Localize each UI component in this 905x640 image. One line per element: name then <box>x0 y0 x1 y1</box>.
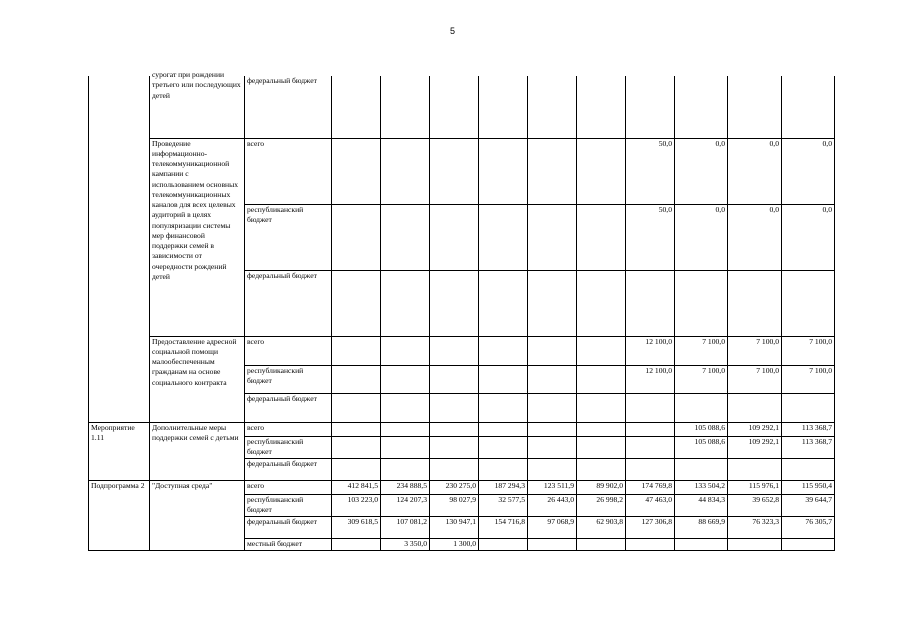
table-row <box>89 138 835 204</box>
measure-name-cell: Дополнительные меры поддержки семей с детьми <box>150 422 245 480</box>
amount-cell: 133 504,2 <box>675 480 728 494</box>
amount-cell: 115 950,4 <box>782 480 835 494</box>
amount-cell <box>381 270 430 336</box>
amount-cell <box>430 393 479 422</box>
amount-cell <box>675 393 728 422</box>
amount-cell: 0,0 <box>728 204 782 270</box>
program-code-cell <box>89 76 150 422</box>
amount-cell: 109 292,1 <box>728 422 782 436</box>
amount-cell <box>728 76 782 138</box>
amount-cell <box>626 436 675 458</box>
funding-source-cell: федеральный бюджет <box>245 393 332 422</box>
amount-cell <box>782 270 835 336</box>
amount-cell <box>430 336 479 365</box>
amount-cell <box>577 365 626 393</box>
amount-cell: 47 463,0 <box>626 494 675 516</box>
amount-cell <box>577 336 626 365</box>
amount-cell <box>528 458 577 480</box>
amount-cell: 230 275,0 <box>430 480 479 494</box>
amount-cell <box>728 538 782 550</box>
amount-cell <box>782 76 835 138</box>
amount-cell <box>332 422 381 436</box>
amount-cell <box>430 76 479 138</box>
amount-cell <box>332 138 381 204</box>
amount-cell <box>332 76 381 138</box>
program-code-cell: Мероприятие 1.11 <box>89 422 150 480</box>
amount-cell <box>577 422 626 436</box>
amount-cell <box>381 393 430 422</box>
amount-cell <box>430 436 479 458</box>
amount-cell <box>782 458 835 480</box>
amount-cell: 105 088,6 <box>675 422 728 436</box>
table-row <box>89 336 835 365</box>
amount-cell: 7 100,0 <box>675 365 728 393</box>
funding-source-cell: федеральный бюджет <box>245 76 332 138</box>
amount-cell: 113 368,7 <box>782 436 835 458</box>
amount-cell <box>728 393 782 422</box>
amount-cell: 127 306,8 <box>626 516 675 538</box>
amount-cell <box>430 422 479 436</box>
amount-cell <box>381 365 430 393</box>
amount-cell: 44 834,3 <box>675 494 728 516</box>
amount-cell <box>577 393 626 422</box>
amount-cell <box>577 436 626 458</box>
amount-cell <box>728 270 782 336</box>
amount-cell: 412 841,5 <box>332 480 381 494</box>
amount-cell <box>430 138 479 204</box>
amount-cell: 0,0 <box>782 138 835 204</box>
amount-cell <box>479 138 528 204</box>
amount-cell <box>675 270 728 336</box>
amount-cell <box>577 538 626 550</box>
amount-cell: 88 669,9 <box>675 516 728 538</box>
table-row <box>89 422 835 436</box>
amount-cell: 234 888,5 <box>381 480 430 494</box>
funding-source-cell: федеральный бюджет <box>245 516 332 538</box>
amount-cell: 97 068,9 <box>528 516 577 538</box>
amount-cell: 26 443,0 <box>528 494 577 516</box>
amount-cell <box>675 76 728 138</box>
amount-cell <box>626 270 675 336</box>
amount-cell: 130 947,1 <box>430 516 479 538</box>
amount-cell <box>577 76 626 138</box>
amount-cell: 7 100,0 <box>782 336 835 365</box>
amount-cell: 0,0 <box>675 138 728 204</box>
amount-cell: 50,0 <box>626 138 675 204</box>
amount-cell: 113 368,7 <box>782 422 835 436</box>
funding-source-cell: всего <box>245 138 332 204</box>
amount-cell <box>332 204 381 270</box>
amount-cell: 98 027,9 <box>430 494 479 516</box>
funding-source-cell: республиканский бюджет <box>245 436 332 458</box>
amount-cell: 39 644,7 <box>782 494 835 516</box>
amount-cell: 50,0 <box>626 204 675 270</box>
amount-cell <box>381 458 430 480</box>
amount-cell: 1 300,0 <box>430 538 479 550</box>
amount-cell <box>626 422 675 436</box>
amount-cell: 187 294,3 <box>479 480 528 494</box>
amount-cell: 0,0 <box>782 204 835 270</box>
amount-cell <box>332 458 381 480</box>
amount-cell <box>332 270 381 336</box>
funding-source-cell: республиканский бюджет <box>245 494 332 516</box>
amount-cell <box>479 76 528 138</box>
amount-cell <box>381 436 430 458</box>
page-number: 5 <box>449 26 455 36</box>
funding-source-cell: федеральный бюджет <box>245 458 332 480</box>
amount-cell <box>430 270 479 336</box>
amount-cell: 124 207,3 <box>381 494 430 516</box>
table-row <box>89 480 835 494</box>
amount-cell <box>728 458 782 480</box>
amount-cell: 76 305,7 <box>782 516 835 538</box>
amount-cell <box>332 538 381 550</box>
amount-cell <box>430 458 479 480</box>
amount-cell <box>381 76 430 138</box>
amount-cell <box>577 204 626 270</box>
amount-cell: 109 292,1 <box>728 436 782 458</box>
funding-source-cell: всего <box>245 336 332 365</box>
funding-source-cell: федеральный бюджет <box>245 270 332 336</box>
amount-cell: 103 223,0 <box>332 494 381 516</box>
amount-cell <box>479 365 528 393</box>
amount-cell <box>528 76 577 138</box>
amount-cell: 39 652,8 <box>728 494 782 516</box>
amount-cell: 7 100,0 <box>728 365 782 393</box>
amount-cell: 3 350,0 <box>381 538 430 550</box>
table-body <box>89 70 835 550</box>
amount-cell <box>430 365 479 393</box>
funding-source-cell: местный бюджет <box>245 538 332 550</box>
amount-cell <box>381 336 430 365</box>
amount-cell: 26 998,2 <box>577 494 626 516</box>
amount-cell <box>577 138 626 204</box>
measure-name-cell: сурогат при рождении третьего или последующих детей <box>150 76 245 138</box>
table-row <box>89 76 835 138</box>
amount-cell: 105 088,6 <box>675 436 728 458</box>
amount-cell <box>479 422 528 436</box>
amount-cell: 76 323,3 <box>728 516 782 538</box>
amount-cell <box>381 138 430 204</box>
amount-cell: 0,0 <box>675 204 728 270</box>
amount-cell: 7 100,0 <box>782 365 835 393</box>
amount-cell <box>577 270 626 336</box>
amount-cell <box>332 365 381 393</box>
measure-name-cell: "Доступная среда" <box>150 480 245 550</box>
amount-cell: 0,0 <box>728 138 782 204</box>
amount-cell: 107 081,2 <box>381 516 430 538</box>
amount-cell <box>782 393 835 422</box>
amount-cell: 154 716,8 <box>479 516 528 538</box>
funding-source-cell: всего <box>245 422 332 436</box>
amount-cell <box>528 204 577 270</box>
funding-source-cell: республиканский бюджет <box>245 204 332 270</box>
funding-source-cell: всего <box>245 480 332 494</box>
amount-cell <box>381 204 430 270</box>
amount-cell <box>528 270 577 336</box>
amount-cell: 115 976,1 <box>728 480 782 494</box>
amount-cell <box>626 393 675 422</box>
amount-cell: 7 100,0 <box>675 336 728 365</box>
amount-cell <box>528 365 577 393</box>
amount-cell <box>626 538 675 550</box>
amount-cell: 123 511,9 <box>528 480 577 494</box>
amount-cell: 62 903,8 <box>577 516 626 538</box>
measure-name-cell: Предоставление адресной социальной помощи малообеспеченным гражданам на основе социального контракта <box>150 336 245 422</box>
amount-cell <box>528 393 577 422</box>
amount-cell: 89 902,0 <box>577 480 626 494</box>
amount-cell <box>528 538 577 550</box>
amount-cell: 7 100,0 <box>728 336 782 365</box>
measure-name-cell: Проведение информационно-телекоммуникационной кампании с использованием основных телекоммуникационных каналов для всех целевых аудиторий в целях популяризации системы мер финансовой поддержки семей в зависимости от очередности рождений детей <box>150 138 245 336</box>
amount-cell <box>528 422 577 436</box>
amount-cell <box>381 422 430 436</box>
amount-cell: 32 577,5 <box>479 494 528 516</box>
amount-cell <box>528 436 577 458</box>
amount-cell <box>332 393 381 422</box>
amount-cell <box>479 458 528 480</box>
amount-cell: 309 618,5 <box>332 516 381 538</box>
amount-cell <box>332 436 381 458</box>
amount-cell: 174 769,8 <box>626 480 675 494</box>
amount-cell <box>782 538 835 550</box>
budget-table <box>88 70 835 551</box>
amount-cell <box>332 336 381 365</box>
amount-cell <box>626 76 675 138</box>
amount-cell <box>528 138 577 204</box>
amount-cell <box>479 270 528 336</box>
amount-cell <box>577 458 626 480</box>
amount-cell <box>430 204 479 270</box>
program-code-cell: Подпрограмма 2 <box>89 480 150 550</box>
amount-cell <box>528 336 577 365</box>
amount-cell <box>479 393 528 422</box>
amount-cell <box>479 336 528 365</box>
amount-cell <box>626 458 675 480</box>
funding-source-cell: республиканский бюджет <box>245 365 332 393</box>
amount-cell <box>479 538 528 550</box>
amount-cell <box>479 436 528 458</box>
amount-cell <box>675 538 728 550</box>
amount-cell <box>479 204 528 270</box>
amount-cell <box>675 458 728 480</box>
amount-cell: 12 100,0 <box>626 365 675 393</box>
amount-cell: 12 100,0 <box>626 336 675 365</box>
